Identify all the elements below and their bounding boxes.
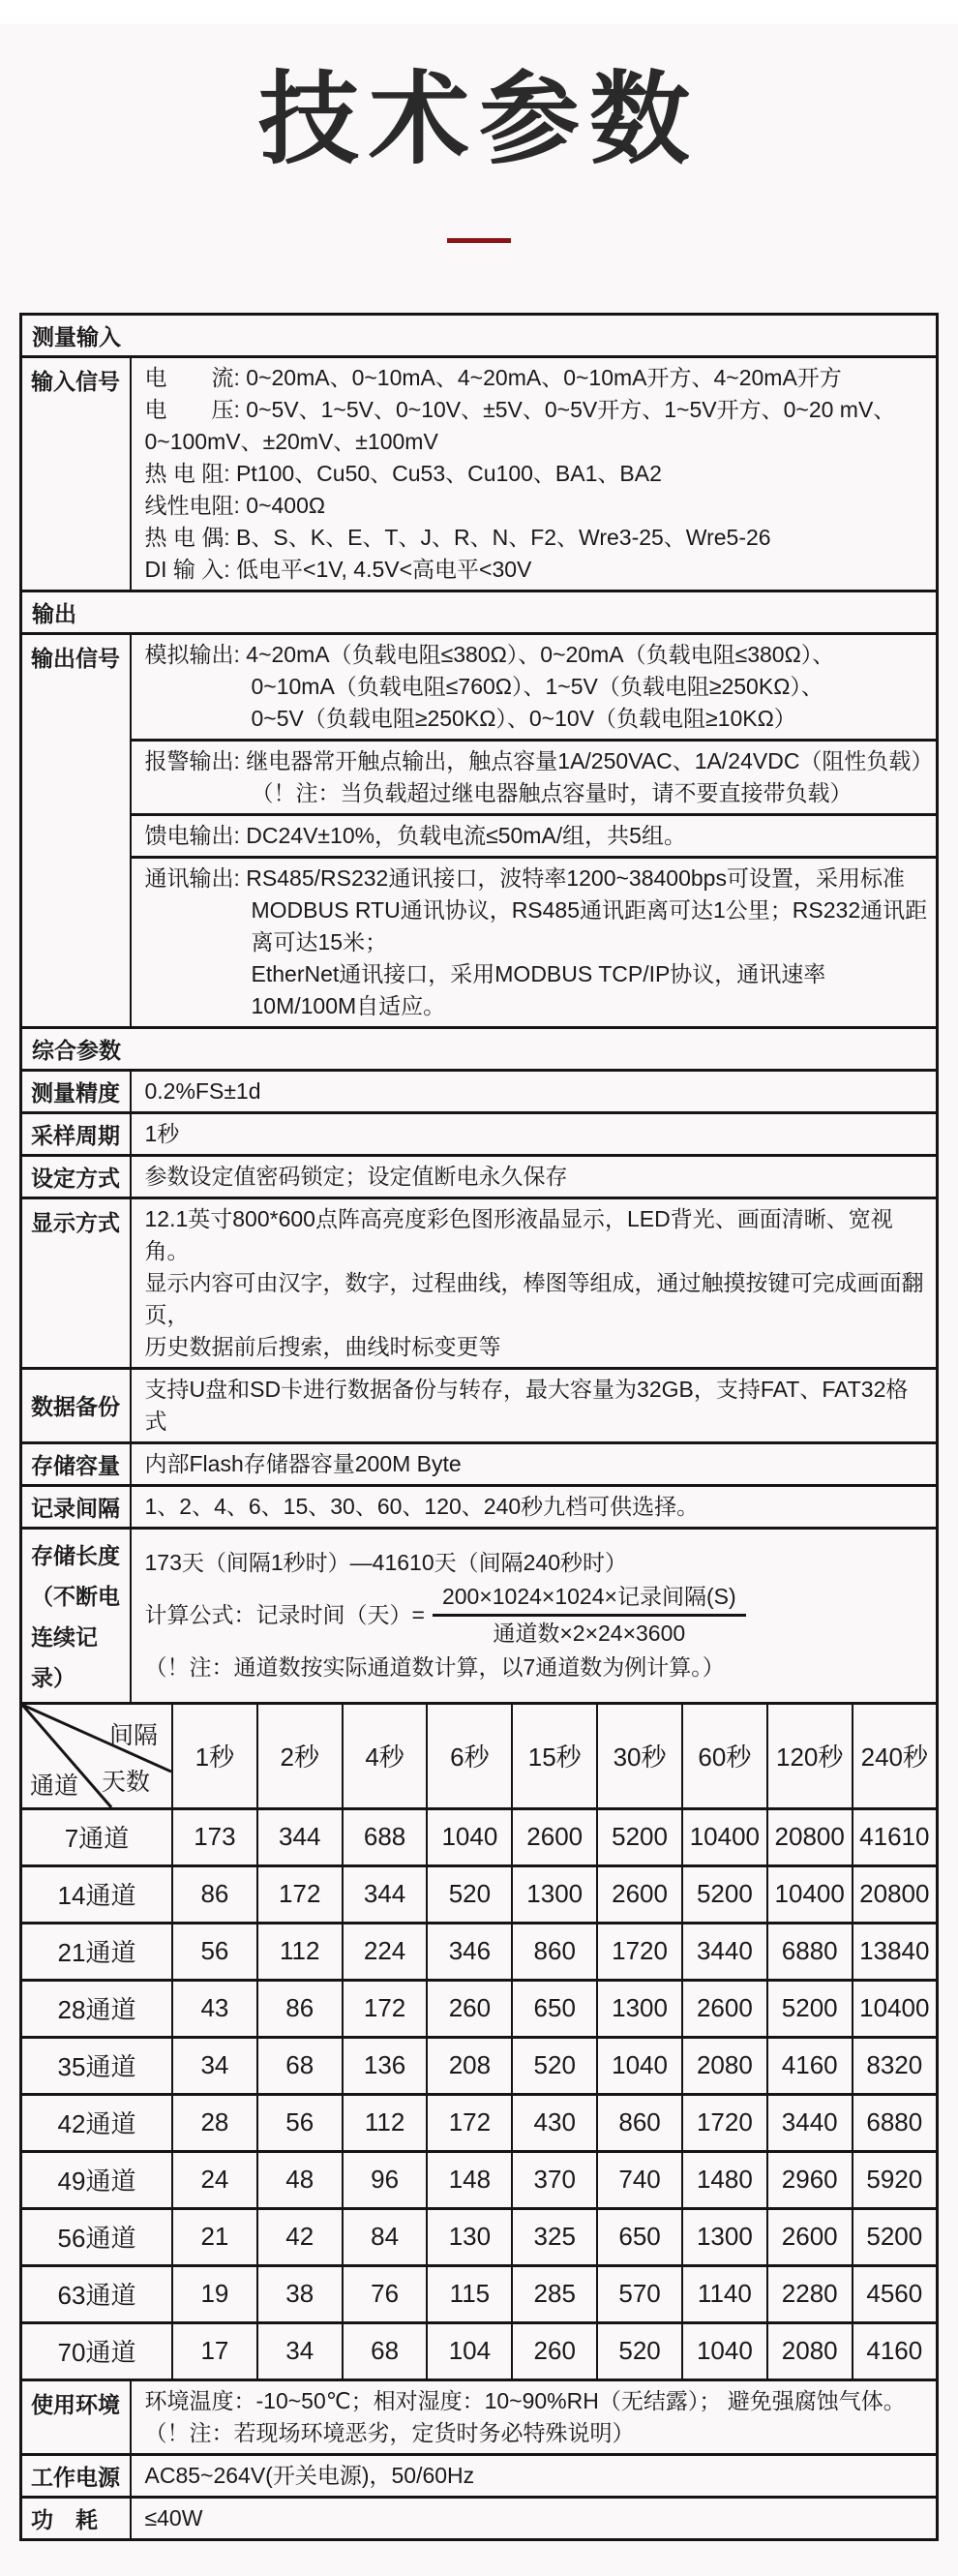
channel-value-cell: 1300 [597,1980,682,2037]
channel-value-cell: 96 [343,2151,428,2208]
channel-table-body [21,1808,938,2379]
channel-value-cell: 1140 [682,2265,767,2322]
row-value-sampling: 1秒 [131,1112,938,1155]
channel-value-cell: 260 [427,1980,512,2037]
env-power-table [19,2379,939,2541]
channel-value-cell: 56 [172,1923,257,1980]
row-label-display: 显示方式 [21,1197,131,1368]
channel-header-row [21,1703,938,1808]
channel-row-label: 56通道 [21,2208,173,2265]
channel-row-label: 70通道 [21,2322,173,2379]
channel-row-label: 35通道 [21,2037,173,2094]
spec-section-row [21,1027,938,1070]
channel-value-cell: 4160 [767,2037,853,2094]
section-header-output: 输出 [21,591,938,633]
spec-row-setting [21,1155,938,1197]
channel-value-cell: 112 [257,1923,343,1980]
channel-value-cell: 344 [343,1865,428,1923]
channel-value-cell: 2080 [682,2037,767,2094]
channel-row [21,2208,938,2265]
row-value-consumption: ≤40W [131,2497,938,2539]
spec-line: DI 输 入: 低电平<1V, 4.5V<高电平<30V [144,556,532,582]
row-value-record-interval: 1、2、4、6、15、30、60、120、240秒九档可供选择。 [131,1485,938,1528]
spec-row-consumption [21,2497,938,2539]
channel-row-label: 42通道 [21,2094,173,2151]
channel-row-label: 28通道 [21,1980,173,2037]
channel-value-cell: 430 [512,2094,597,2151]
channel-value-cell: 28 [172,2094,257,2151]
channel-value-cell: 2600 [597,1865,682,1923]
channel-value-cell: 688 [343,1808,428,1865]
channel-value-cell: 13840 [853,1923,938,1980]
channel-row [21,2151,938,2208]
fraction-numerator: 200×1024×1024×记录间隔(S) [433,1582,746,1617]
spec-row-backup [21,1368,938,1442]
row-label-capacity: 存储容量 [21,1442,131,1485]
row-value-backup: 支持U盘和SD卡进行数据备份与转存，最大容量为32GB，支持FAT、FAT32格式 [131,1368,938,1442]
channel-value-cell: 68 [257,2037,343,2094]
formula-fraction [433,1582,746,1649]
channel-column-header: 60秒 [682,1703,767,1808]
storage-note-line: （！注：通道数按实际通道数计算，以7通道数为例计算。） [144,1654,725,1681]
channel-value-cell: 1720 [682,2094,767,2151]
channel-value-cell: 172 [343,1980,428,2037]
channel-row [21,2094,938,2151]
channel-value-cell: 112 [343,2094,428,2151]
channel-value-cell: 346 [427,1923,512,1980]
channel-value-cell: 68 [343,2322,428,2379]
channel-value-cell: 2600 [512,1808,597,1865]
channel-value-cell: 1480 [682,2151,767,2208]
channel-value-cell: 5920 [853,2151,938,2208]
channel-row-label: 14通道 [21,1865,173,1923]
label-line: （不断电 [31,1583,120,1609]
channel-row [21,1923,938,1980]
channel-value-cell: 4560 [853,2265,938,2322]
channel-value-cell: 21 [172,2208,257,2265]
row-value-power: AC85~264V(开关电源)，50/60Hz [131,2454,938,2497]
channel-value-cell: 86 [257,1980,343,2037]
channel-column-header: 4秒 [343,1703,428,1808]
channel-value-cell: 10400 [682,1808,767,1865]
channel-value-cell: 1040 [682,2322,767,2379]
row-label-output-signal: 输出信号 [21,633,131,1027]
channel-value-cell: 10400 [767,1865,853,1923]
channel-column-header: 15秒 [512,1703,597,1808]
channel-value-cell: 3440 [682,1923,767,1980]
bottom-whitespace [0,2541,958,2576]
spec-line: 显示内容可由汉字，数字，过程曲线，棒图等组成，通过触摸按键可完成画面翻页， [144,1269,924,1327]
channel-column-header: 6秒 [427,1703,512,1808]
row-label-environment: 使用环境 [21,2379,131,2454]
fraction-denominator: 通道数×2×24×3600 [493,1621,686,1647]
label-line: 连续记录） [31,1623,98,1690]
spec-row-alarm-output [21,740,938,814]
channel-value-cell: 5200 [767,1980,853,2037]
channel-value-cell: 860 [597,2094,682,2151]
channel-value-cell: 208 [427,2037,512,2094]
channel-value-cell: 260 [512,2322,597,2379]
channel-row [21,1808,938,1865]
spec-line: 馈电输出: DC24V±10%，负载电流≤50mA/组，共5组。 [144,822,686,848]
channel-value-cell: 1300 [682,2208,767,2265]
spec-row-capacity [21,1442,938,1485]
channel-row [21,2265,938,2322]
channel-value-cell: 860 [512,1923,597,1980]
channel-row-label: 21通道 [21,1923,173,1980]
spec-line: （！注：若现场环境恶劣，定货时务必特殊说明） [144,2419,635,2445]
channel-value-cell: 5200 [682,1865,767,1923]
spec-row-storage-length [21,1528,938,1703]
channel-value-cell: 43 [172,1980,257,2037]
spec-line: 0~100mV、±20mV、±100mV [144,428,438,454]
page-title: 技术参数 [257,64,700,176]
spec-row-power [21,2454,938,2497]
storage-formula [145,1582,929,1649]
channel-value-cell: 48 [257,2151,343,2208]
channel-value-cell: 2080 [767,2322,853,2379]
row-label-storage-length [21,1528,131,1703]
channel-value-cell: 224 [343,1923,428,1980]
channel-value-cell: 325 [512,2208,597,2265]
channel-value-cell: 6880 [767,1923,853,1980]
channel-value-cell: 1040 [427,1808,512,1865]
spec-section-row [21,314,938,356]
spec-line: 热 电 阻: Pt100、Cu50、Cu53、Cu100、BA1、BA2 [144,460,662,486]
spec-line: 环境温度：-10~50℃；相对湿度：10~90%RH（无结露）； 避免强腐蚀气体。 [144,2387,906,2413]
spec-line: 电 压: 0~5V、1~5V、0~10V、±5V、0~5V开方、1~5V开方、0~20 mV、 [144,396,896,422]
channel-row-label: 63通道 [21,2265,173,2322]
channel-value-cell: 34 [257,2322,343,2379]
channel-value-cell: 520 [427,1865,512,1923]
channel-value-cell: 1300 [512,1865,597,1923]
channel-row [21,1980,938,2037]
top-white-strip [0,0,958,24]
spec-line: 报警输出: 继电器常开触点输出，触点容量1A/250VAC、1A/24VDC（阻性负载） [144,747,934,773]
channel-value-cell: 19 [172,2265,257,2322]
channel-value-cell: 1720 [597,1923,682,1980]
corner-label-channel: 通道 [30,1772,79,1800]
spec-line: EtherNet通讯接口，采用MODBUS TCP/IP协议，通讯速率10M/100M自适应。 [251,960,826,1018]
spec-line: 模拟输出: 4~20mA（负载电阻≤380Ω）、0~20mA（负载电阻≤380Ω）、 [144,641,835,667]
row-label-sampling: 采样周期 [21,1112,131,1155]
channel-value-cell: 8320 [853,2037,938,2094]
channel-row [21,2322,938,2379]
section-header-general: 综合参数 [21,1027,938,1070]
row-value-capacity: 内部Flash存储器容量200M Byte [131,1442,938,1485]
channel-value-cell: 130 [427,2208,512,2265]
row-value-setting: 参数设定值密码锁定；设定值断电永久保存 [131,1155,938,1197]
channel-value-cell: 76 [343,2265,428,2322]
channel-column-header: 120秒 [767,1703,853,1808]
channel-value-cell: 5200 [597,1808,682,1865]
channel-column-header: 2秒 [257,1703,343,1808]
channel-corner-cell [21,1703,173,1808]
storage-range-line: 173天（间隔1秒时）—41610天（间隔240秒时） [144,1550,627,1576]
spec-line: （！注：当负载超过继电器触点容量时，请不要直接带负载） [251,779,853,805]
channel-value-cell: 650 [512,1980,597,2037]
channel-column-header: 1秒 [172,1703,257,1808]
channel-value-cell: 173 [172,1808,257,1865]
channel-value-cell: 285 [512,2265,597,2322]
channel-value-cell: 56 [257,2094,343,2151]
channel-row [21,2037,938,2094]
channel-value-cell: 115 [427,2265,512,2322]
row-label-power: 工作电源 [21,2454,131,2497]
row-label-setting: 设定方式 [21,1155,131,1197]
channel-value-cell: 2600 [767,2208,853,2265]
channel-value-cell: 570 [597,2265,682,2322]
channel-value-cell: 740 [597,2151,682,2208]
spec-row-analog-output [21,633,938,740]
channel-value-cell: 34 [172,2037,257,2094]
label-line: 存储长度 [31,1542,120,1568]
channel-value-cell: 24 [172,2151,257,2208]
channel-value-cell: 84 [343,2208,428,2265]
row-label-backup: 数据备份 [21,1368,131,1442]
row-label-accuracy: 测量精度 [21,1070,131,1112]
channel-value-cell: 520 [512,2037,597,2094]
section-header-measure-input: 测量输入 [21,314,938,356]
channel-row-label: 7通道 [21,1808,173,1865]
channel-value-cell: 148 [427,2151,512,2208]
spec-line: MODBUS RTU通讯协议，RS485通讯距离可达1公里；RS232通讯距离可达15米； [251,896,928,955]
channel-value-cell: 17 [172,2322,257,2379]
channel-row-label: 49通道 [21,2151,173,2208]
channel-value-cell: 20800 [853,1865,938,1923]
channel-value-cell: 344 [257,1808,343,1865]
channel-value-cell: 3440 [767,2094,853,2151]
channel-value-cell: 370 [512,2151,597,2208]
spec-line: 热 电 偶: B、S、K、E、T、J、R、N、F2、Wre3-25、Wre5-26 [144,524,771,550]
channel-value-cell: 42 [257,2208,343,2265]
channel-value-cell: 136 [343,2037,428,2094]
spec-line: 线性电阻: 0~400Ω [144,492,326,518]
channel-row [21,1865,938,1923]
channel-value-cell: 2960 [767,2151,853,2208]
formula-prefix: 计算公式：记录时间（天）= [144,1602,425,1628]
spec-line: 0~5V（负载电阻≥250KΩ）、0~10V（负载电阻≥10KΩ） [251,705,796,731]
spec-row-environment [21,2379,938,2454]
row-label-consumption: 功 耗 [21,2497,131,2539]
corner-label-interval: 间隔 [108,1721,158,1749]
channel-value-cell: 5200 [853,2208,938,2265]
spec-section-row [21,591,938,633]
channel-value-cell: 10400 [853,1980,938,2037]
channel-value-cell: 172 [257,1865,343,1923]
row-value-accuracy: 0.2%FS±1d [131,1070,938,1112]
channel-value-cell: 1040 [597,2037,682,2094]
channel-column-header: 30秒 [597,1703,682,1808]
spec-row-comm-output [21,857,938,1027]
row-label-input-signal: 输入信号 [21,356,131,591]
channel-value-cell: 104 [427,2322,512,2379]
channel-value-cell: 38 [257,2265,343,2322]
channel-value-cell: 41610 [853,1808,938,1865]
channel-value-cell: 6880 [853,2094,938,2151]
spec-line: 电 流: 0~20mA、0~10mA、4~20mA、0~10mA开方、4~20mA开方 [144,364,842,390]
spec-line: 通讯输出: RS485/RS232通讯接口，波特率1200~38400bps可设置，采用标准 [144,864,905,891]
channel-value-cell: 4160 [853,2322,938,2379]
channel-value-cell: 2600 [682,1980,767,2037]
spec-line: 12.1英寸800*600点阵高亮度彩色图形液晶显示，LED背光、画面清晰、宽视角。 [144,1205,893,1263]
channel-value-cell: 650 [597,2208,682,2265]
title-underline [447,238,511,243]
spec-row-input-signal [21,356,938,591]
row-label-record-interval: 记录间隔 [21,1485,131,1528]
spec-table [19,313,939,1705]
channel-value-cell: 86 [172,1865,257,1923]
channel-value-cell: 2280 [767,2265,853,2322]
channel-table [19,1702,939,2381]
spec-row-accuracy [21,1070,938,1112]
spec-row-record-interval [21,1485,938,1528]
channel-value-cell: 172 [427,2094,512,2151]
spec-row-sampling [21,1112,938,1155]
channel-column-header: 240秒 [853,1703,938,1808]
corner-label-days: 天数 [101,1768,150,1796]
spec-row-feed-output [21,814,938,857]
spec-line: 历史数据前后搜索，曲线时标变更等 [144,1333,501,1359]
spec-row-display [21,1197,938,1368]
spec-line: 0~10mA（负载电阻≤760Ω）、1~5V（负载电阻≥250KΩ）、 [251,673,823,699]
channel-value-cell: 20800 [767,1808,853,1865]
channel-value-cell: 520 [597,2322,682,2379]
